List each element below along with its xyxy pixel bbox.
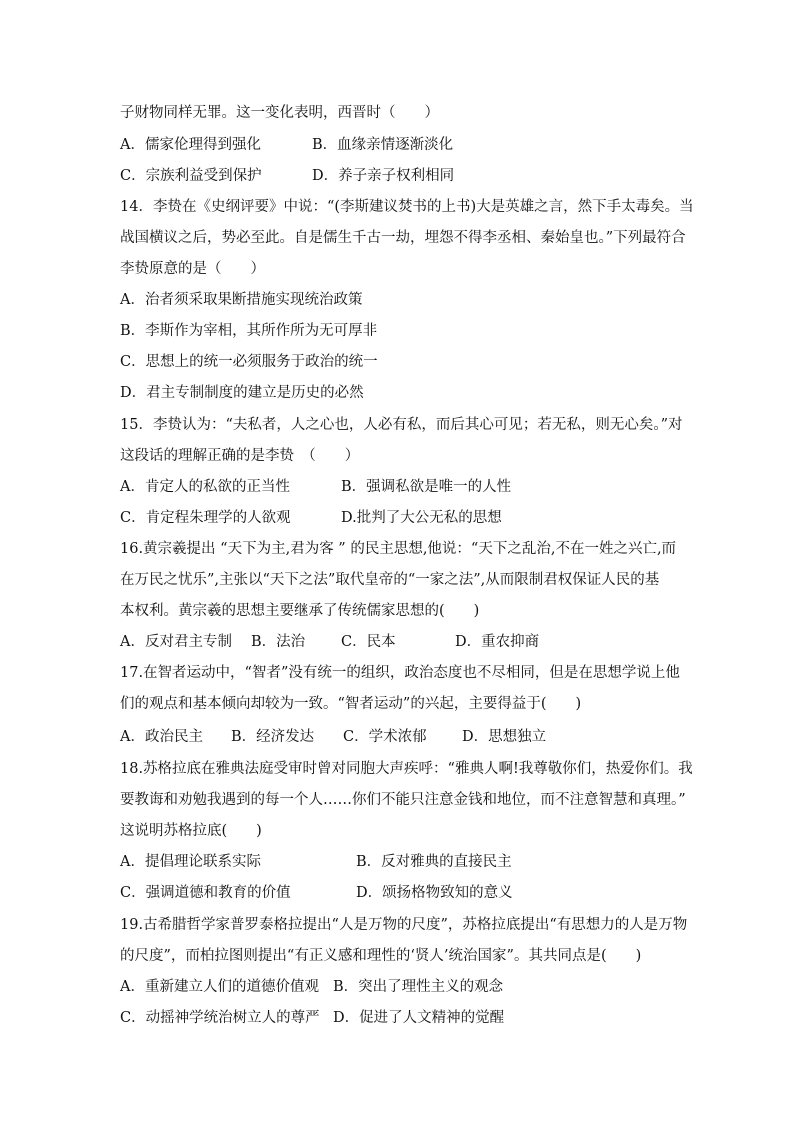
q18-stem-line2: 要教诲和劝勉我遇到的每一个人……你们不能只注意金钱和地位，而不注意智慧和真理。”: [120, 792, 686, 808]
q13-options-row2: [120, 166, 740, 186]
q15-options-row2: [120, 508, 740, 528]
q13-option-d[interactable]: D．养子亲子权利相同: [312, 168, 455, 184]
q15-option-a[interactable]: A．肯定人的私欲的正当性: [120, 479, 290, 495]
q19-option-d[interactable]: D．促进了人文精神的觉醒: [333, 1010, 505, 1026]
q14-option-d[interactable]: D．君主专制制度的建立是历史的必然: [120, 385, 364, 401]
q16-stem-line2: 在万民之忧乐”,主张以“天下之法”取代皇帝的“一家之法”,从而限制君权保证人民的基: [120, 572, 660, 588]
q18-option-c[interactable]: C．强调道德和教育的价值: [120, 885, 291, 901]
q16-options-row: [120, 632, 740, 652]
q19-stem-line1: 19.古希腊哲学家普罗泰格拉提出“人是万物的尺度”，苏格拉底提出“有思想力的人是万物: [120, 917, 688, 933]
q19-options-row2: [120, 1008, 740, 1028]
q16-option-c[interactable]: C．民本: [341, 634, 396, 650]
q14-stem-line3: 李贽原意的是（ ）: [120, 261, 265, 277]
q13-option-c[interactable]: C．宗族利益受到保护: [120, 168, 262, 184]
q17-option-b[interactable]: B．经济发达: [231, 729, 315, 745]
q15-option-b[interactable]: B．强调私欲是唯一的人性: [341, 479, 512, 495]
q14-stem-line1: 14．李贽在《史纲评要》中说：“(李斯建议焚书的上书)大是英雄之言，然下手太毒矣。当: [120, 199, 694, 215]
q19-stem-line2: 的尺度”，而柏拉图则提出“有正义感和理性的‘贤人’统治国家”。其共同点是( ): [120, 948, 642, 964]
q18-option-d[interactable]: D．颂扬格物致知的意义: [356, 885, 513, 901]
q14-option-b[interactable]: B．李斯作为宰相，其所作所为无可厚非: [120, 323, 378, 339]
q15-option-c[interactable]: C．肯定程朱理学的人欲观: [120, 510, 291, 526]
q19-option-c[interactable]: C．动摇神学统治树立人的尊严: [120, 1010, 320, 1026]
q16-stem-line3: 本权利。黄宗羲的思想主要继承了传统儒家思想的( ): [120, 603, 480, 619]
q19-option-a[interactable]: A．重新建立人们的道德价值观: [120, 979, 319, 995]
q17-options-row: [120, 727, 740, 747]
q18-options-row1: [120, 852, 740, 872]
q18-option-a[interactable]: A．提倡理论联系实际: [120, 854, 261, 870]
q14-option-a[interactable]: A．治者须采取果断措施实现统治政策: [120, 292, 363, 308]
q16-option-a[interactable]: A．反对君主专制: [120, 634, 232, 650]
q16-option-d[interactable]: D．重农抑商: [455, 634, 540, 650]
q19-option-b[interactable]: B．突出了理性主义的观念: [333, 979, 504, 995]
q17-option-d[interactable]: D．思想独立: [462, 729, 547, 745]
q19-options-row1: [120, 977, 740, 997]
q15-stem-line2: 这段话的理解正确的是李贽 （ ）: [120, 448, 360, 464]
q17-option-a[interactable]: A．政治民主: [120, 729, 203, 745]
q16-stem-line1: 16.黄宗羲提出 “天下为主,君为客 ” 的民主思想,他说：“天下之乱治,不在一姓之兴亡,而: [120, 541, 677, 557]
q18-stem-line3: 这说明苏格拉底( ): [120, 823, 262, 839]
q18-options-row2: [120, 883, 740, 903]
q13-stem-tail: 子财物同样无罪。这一变化表明，西晋时（ ）: [120, 105, 439, 121]
q15-options-row1: [120, 477, 740, 497]
q13-option-b[interactable]: B．血缘亲情逐渐淡化: [312, 137, 454, 153]
q13-options-row1: [120, 135, 740, 155]
q18-option-b[interactable]: B．反对雅典的直接民主: [356, 854, 512, 870]
q18-stem-line1: 18.苏格拉底在雅典法庭受审时曾对同胞大声疾呼：“雅典人啊!我尊敬你们，热爱你们。我: [120, 761, 693, 777]
q17-stem-line1: 17.在智者运动中，“智者”没有统一的组织，政治态度也不尽相同，但是在思想学说上他: [120, 665, 680, 681]
q15-option-d[interactable]: D.批判了大公无私的思想: [341, 510, 502, 526]
q17-option-c[interactable]: C．学术浓郁: [343, 729, 427, 745]
q16-option-b[interactable]: B．法治: [251, 634, 306, 650]
q14-stem-line2: 战国横议之后，势必至此。自是儒生千古一劫，埋怨不得李丞相、秦始皇也。”下列最符合: [120, 230, 686, 246]
q17-stem-line2: 们的观点和基本倾向却较为一致。“智者运动”的兴起，主要得益于( ): [120, 696, 582, 712]
q13-option-a[interactable]: A．儒家伦理得到强化: [120, 137, 261, 153]
q14-option-c[interactable]: C．思想上的统一必须服务于政治的统一: [120, 354, 378, 370]
q15-stem-line1: 15．李贽认为：“夫私者，人之心也，人必有私，而后其心可见；若无私，则无心矣。”对: [120, 417, 683, 433]
